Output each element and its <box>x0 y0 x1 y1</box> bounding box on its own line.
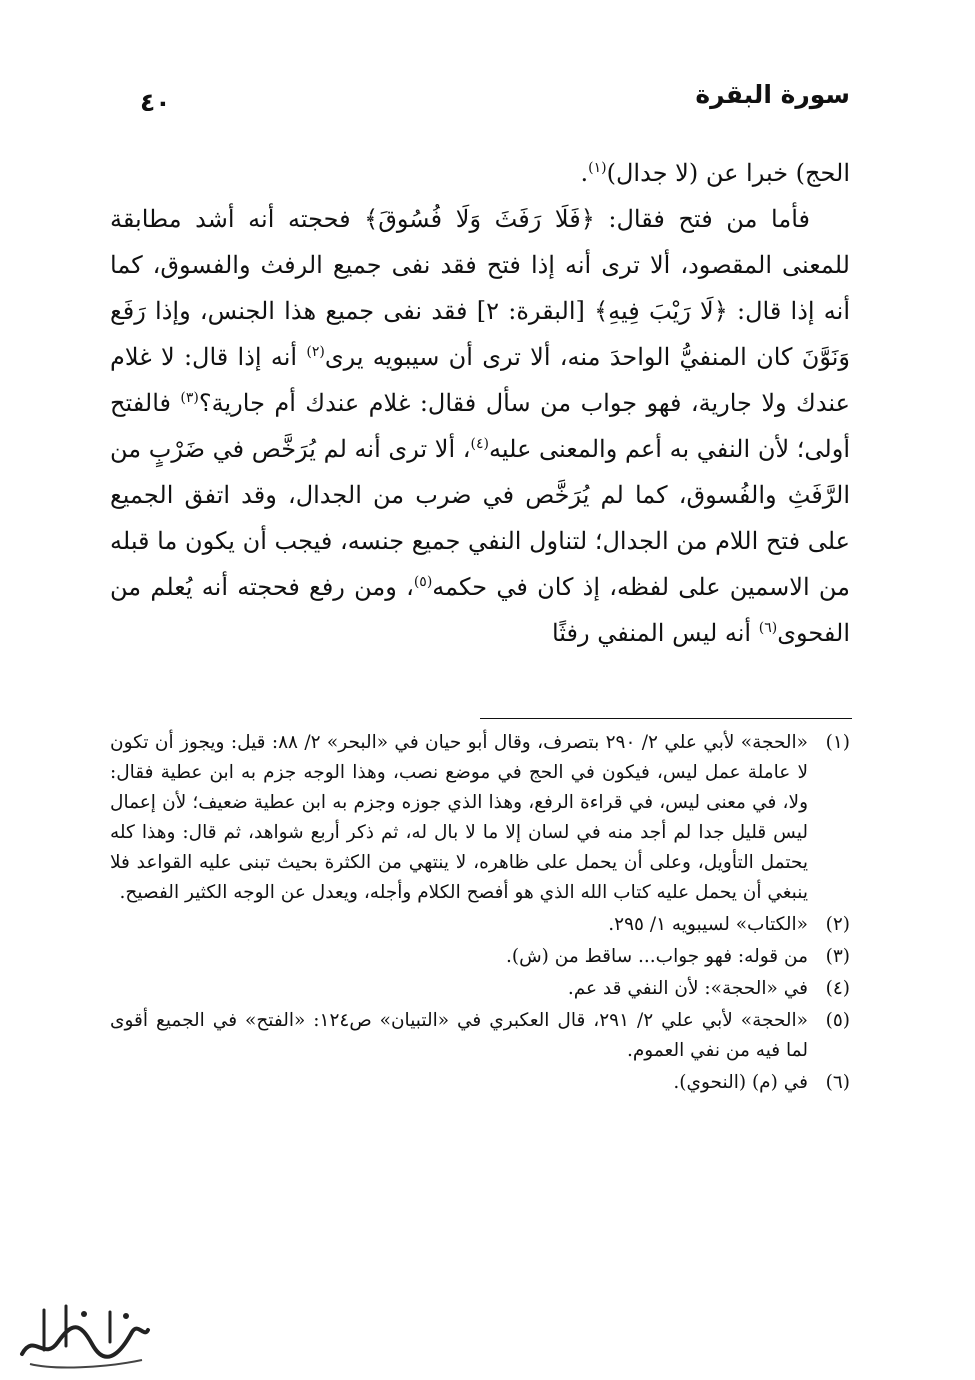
paragraph-2: فأما من فتح فقال: ﴿فَلَا رَفَثَ وَلَا فُسُوقَ﴾ فحجته أنه أشد مطابقة للمعنى المقصود، ألا ترى أنه إذا فتح فقد نفى جميع الرفث والفسوق، كما أنه إذا قال: ﴿لَا رَيْبَ فِيهِ﴾ [البقرة: ٢] فقد نفى جميع هذا الجنس، وإذا رَفَع وَنَوَّنَ كان المنفيُّ الواحدَ منه، ألا ترى أن سيبويه يرى$^{(٢)}$ أنه إذا قال: لا غلام عندك ولا جارية، فهو جواب من سأل فقال: غلام عندك أم جارية؟$^{(٣)}$ فالفتح أولى؛ لأن النفي به أعم والمعنى عليه$^{(٤)}$، ألا ترى أنه لم يُرَخَّص في ضَرْبٍ من الرَّفَثِ والفُسوق، كما لم يُرَخَّص في ضرب من الجدال، وقد اتفق الجميع على فتح اللام من الجدال؛ لتناول النفي جميع جنسه، فيجب أن يكون ما قبله من الاسمين على لفظه، إذ كان في حكمه$^{(٥)}$، ومن رفع فحجته أنه يُعلم من الفحوى$^{(٦)}$ أنه ليس المنفي رفثًا <box>110 205 851 647</box>
footnote-5: (٥) «الحجة» لأبي علي ٢/ ٢٩١، قال العكبري في «التبيان» ص١٢٤: «الفتح» في الجميع أقوى لما فيه من نفي العموم. <box>110 1010 850 1061</box>
page-number: ٤٠ <box>140 88 171 117</box>
footnote-6: (٦) في (م) (النحوي). <box>673 1072 850 1093</box>
footnotes <box>110 728 850 1100</box>
running-title: سورة البقرة <box>695 80 850 109</box>
page-header <box>140 80 850 120</box>
footnote-ref-2[interactable]: (٢) <box>306 344 325 360</box>
footnote-1: (١) «الحجة» لأبي علي ٢/ ٢٩٠ بتصرف، وقال أبو حيان في «البحر» ٢/ ٨٨: قيل: ويجوز أن تكون لا عاملة عمل ليس، فيكون في الحج في موضع نصب، وهذا الوجه جزم به ابن عطية فقال: ولا، في معنى ليس، في قراءة الرفع، وهذا الذي جوزه وجزم به ابن عطية ضعيف؛ لأن إعمال ليس قليل جدا لم أجد منه في لسان إلا ما لا بال له، ثم ذكر أربع شواهد، ثم قال: وهذا كله يحتمل التأويل، وعلى أن يحمل على ظاهره، لا ينتهي من الكثرة بحيث تبنى عليه القواعد فلا ينبغي أن يحمل عليه كتاب الله الذي هو أفصح الكلام وأجله، ويعدل عن الوجه الكثير الفصيح. <box>110 732 850 903</box>
footnote-ref-6[interactable]: (٦) <box>758 620 778 636</box>
footnote-divider <box>480 718 852 719</box>
calligraphy-logo-icon <box>14 1292 154 1372</box>
main-text <box>110 150 850 656</box>
paragraph-1: الحج) خبرا عن (لا جدال)$^{(١)}$. <box>580 159 850 187</box>
footnote-ref-5[interactable]: (٥) <box>413 574 433 590</box>
footnote-ref-4[interactable]: (٤) <box>470 436 490 452</box>
footnote-4: (٤) في «الحجة»: لأن النفي قد عم. <box>567 978 850 999</box>
footnote-ref-3[interactable]: (٣) <box>180 390 199 406</box>
footnote-2: (٢) «الكتاب» لسيبويه ١/ ٢٩٥. <box>608 914 850 935</box>
footnote-3: (٣) من قوله: فهو جواب... ساقط من (ش). <box>505 946 850 967</box>
footnote-ref-1[interactable]: (١) <box>588 160 607 176</box>
